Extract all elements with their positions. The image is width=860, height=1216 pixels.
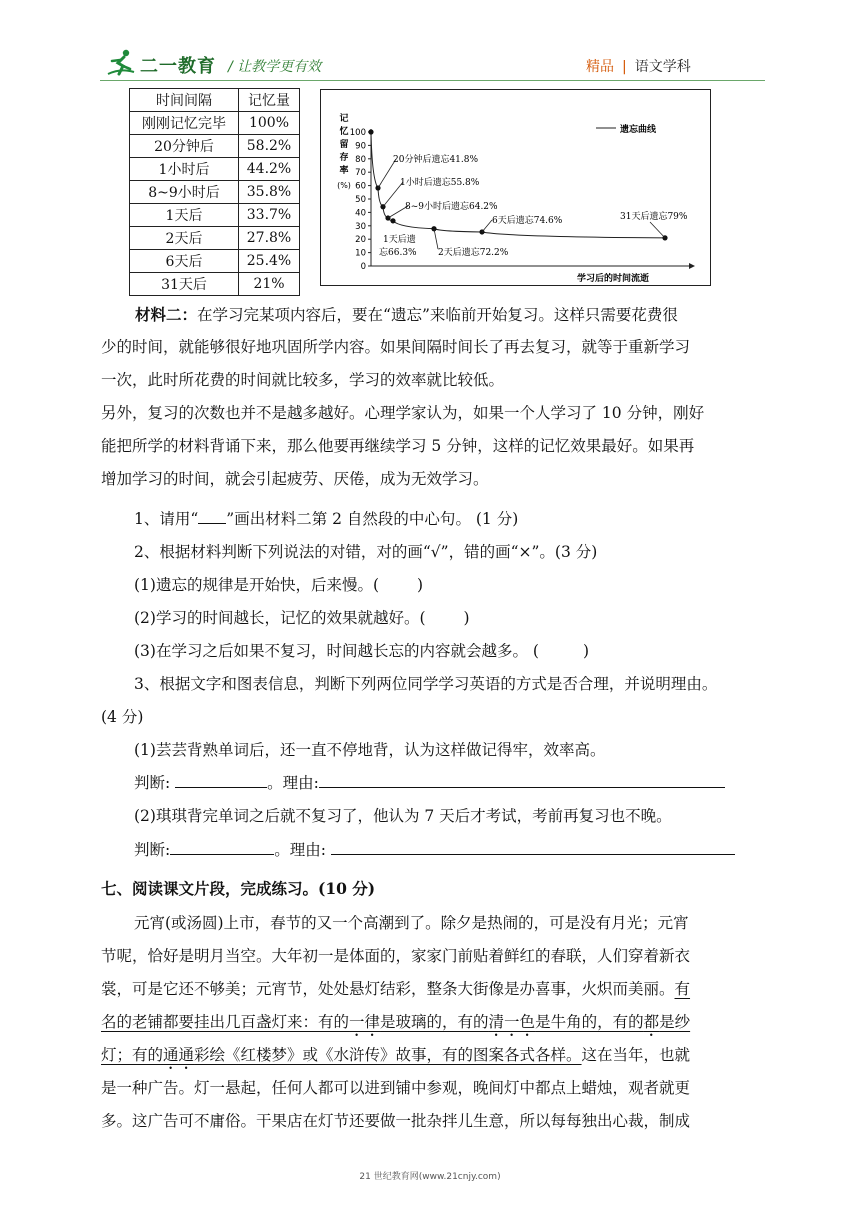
table-cell: 6天后 (130, 250, 239, 273)
slogan: / 让教学更有效 (228, 59, 322, 75)
question-3: 3、根据文字和图表信息，判断下列两位同学学习英语的方式是否合理，并说明理由。 (134, 675, 718, 693)
y-tick-label: 100 (349, 128, 366, 138)
question-2-1 (134, 575, 423, 595)
table-cell: 31天后 (130, 273, 239, 296)
material2-line1 (135, 305, 678, 325)
table-header-row (130, 89, 300, 112)
close-paren: ) (463, 609, 470, 627)
annotation-label: 20分钟后遗忘41.8% (393, 155, 479, 165)
y-tick-label: 80 (355, 154, 366, 165)
dotted-word: 通通 (163, 1046, 195, 1064)
table-cell: 20分钟后 (130, 135, 239, 158)
y-label-char: 留 (339, 140, 349, 150)
y-label-unit: (%) (337, 181, 351, 190)
question-3-2: (2)琪琪背完单词之后就不复习了，他认为 7 天后才考试，考前再复习也不晚。 (134, 807, 672, 825)
q2-1-text: (1)遗忘的规律是开始快，后来慢。( (134, 576, 380, 594)
material2-line3: 一次，此时所花费的时间就比较多，学习的效率就比较低。 (101, 371, 505, 389)
section7-line5 (101, 1045, 690, 1073)
logo-text: 二一教育 (140, 56, 216, 77)
underlined-text: 灯；有的 (101, 1046, 164, 1064)
table-cell: 27.8% (239, 227, 300, 250)
y-label-char: 记 (339, 114, 349, 124)
underlined-text: 是纱 (659, 1013, 691, 1031)
answer-line-2 (134, 840, 735, 860)
q1-text-b: ”画出材料二第 2 自然段的中心句。 (1 分) (226, 510, 519, 528)
data-point (390, 218, 395, 223)
close-paren: ) (417, 576, 424, 594)
underlined-sentence (101, 1013, 690, 1031)
table-cell: 35.8% (239, 181, 300, 204)
y-tick-label: 90 (355, 141, 366, 152)
table-row (130, 273, 300, 296)
y-tick-label: 0 (360, 262, 366, 272)
dotted-word: 一律 (349, 1013, 381, 1031)
section7-text: 裳，可是它还不够美；元宵节，处处悬灯结彩，整条大街像是办喜事，火炽而美丽。 (101, 980, 675, 998)
y-tick-label: 70 (355, 168, 366, 179)
judge-blank[interactable] (170, 854, 274, 855)
dotted-word: 清一色 (488, 1013, 536, 1031)
annotation-label: 2天后遗忘72.2% (438, 248, 509, 258)
legend-label: 遗忘曲线 (620, 125, 657, 135)
table-row (130, 135, 300, 158)
reason-label: 。理由: (274, 841, 326, 859)
section7-line7: 多。这广告可不庸俗。干果店在灯节还要做一批杂拌儿生意，所以每每独出心裁，制成 (101, 1112, 691, 1130)
quality-label: 精品 (586, 59, 614, 75)
material2-title: 材料二： (135, 305, 198, 324)
table-cell: 58.2% (239, 135, 300, 158)
y-label-char: 存 (339, 153, 349, 163)
underlined-text: 彩绘《红楼梦》或《水浒传》故事，有的图案各式各样。 (194, 1046, 582, 1064)
y-tick-label: 10 (355, 248, 366, 259)
table-row (130, 204, 300, 227)
table-cell: 100% (239, 112, 300, 135)
underlined-text: 有 (674, 980, 691, 998)
annotation-label: 1小时后遗忘55.8% (400, 178, 480, 188)
y-label-char: 忆 (339, 127, 349, 137)
table-header: 时间间隔 (130, 89, 239, 112)
underlined-text: 名的老铺都要挂出几百盏灯来：有的 (101, 1013, 350, 1031)
q1-text-a: 1、请用“ (134, 510, 199, 528)
close-paren: ) (582, 642, 589, 660)
judge-blank[interactable] (175, 787, 267, 788)
page-header (0, 0, 860, 92)
underlined-text: 是玻璃的，有的 (380, 1013, 489, 1031)
material2-line5: 能把所学的材料背诵下来，那么他要再继续学习 5 分钟，这样的记忆效果最好。如果再 (101, 437, 695, 455)
table-row (130, 158, 300, 181)
answer-line-1 (134, 773, 725, 793)
material2-line2: 少的时间，就能够很好地巩固所学内容。如果间隔时间长了再去复习，就等于重新学习 (101, 338, 691, 356)
reason-blank[interactable] (331, 854, 735, 855)
x-axis-label: 学习后的时间流逝 (577, 274, 650, 284)
q2-2-text: (2)学习的时间越长，记忆的效果就越好。( (134, 609, 426, 627)
question-3-1: (1)芸芸背熟单词后，还一直不停地背，认为这样做记得牢，效率高。 (134, 741, 606, 759)
section7-line2: 节呢，恰好是明月当空。大年初一是体面的，家家门前贴着鲜红的春联，人们穿着新衣 (101, 947, 691, 965)
judge-label: 判断: (134, 774, 171, 792)
annotation-label: 31天后遗忘79% (620, 212, 688, 222)
section7-line6: 是一种广告。灯一悬起，任何人都可以进到铺中参观，晚间灯中都点上蜡烛，观者就更 (101, 1079, 691, 1097)
section7-line4 (101, 1012, 690, 1040)
header-separator: | (622, 59, 627, 75)
forgetting-curve-chart (320, 89, 711, 286)
table-row (130, 112, 300, 135)
header-divider (100, 80, 765, 81)
annotation-label: 8~9小时后遗忘64.2% (405, 202, 498, 212)
table-row (130, 227, 300, 250)
y-tick-label: 50 (355, 195, 366, 205)
y-tick-label: 20 (355, 235, 366, 246)
table-cell: 44.2% (239, 158, 300, 181)
y-tick-label: 30 (355, 221, 366, 232)
question-2-3 (134, 641, 589, 661)
data-point (385, 215, 390, 220)
y-tick-label: 60 (355, 181, 366, 192)
annotation-label: 忘66.3% (379, 248, 417, 258)
section7-text: 这在当年，也就 (581, 1046, 691, 1064)
question-2: 2、根据材料判断下列说法的对错，对的画“√”，错的画“×”。(3 分) (134, 543, 598, 561)
table-cell: 刚刚记忆完毕 (130, 112, 239, 135)
underlined-sentence (101, 1046, 582, 1064)
underline-sample (198, 523, 226, 524)
material2-text: 在学习完某项内容后，要在“遗忘”来临前开始复习。这样只需要花费很 (197, 306, 678, 324)
table-cell: 1小时后 (130, 158, 239, 181)
question-1 (134, 509, 518, 529)
table-row (130, 250, 300, 273)
table-cell: 21% (239, 273, 300, 296)
judge-label: 判断: (134, 841, 171, 859)
annotation-label: 6天后遗忘74.6% (492, 216, 563, 226)
table-cell: 2天后 (130, 227, 239, 250)
annotation-label: 1天后遗 (383, 235, 416, 245)
material2-line4: 另外，复习的次数也并不是越多越好。心理学家认为，如果一个人学习了 10 分钟，刚好 (101, 404, 705, 422)
reason-label: 。理由: (267, 774, 319, 792)
table-row (130, 181, 300, 204)
material2-line6: 增加学习的时间，就会引起疲劳、厌倦，成为无效学习。 (101, 470, 489, 488)
subject-label: 语文学科 (634, 59, 691, 75)
reason-blank[interactable] (319, 787, 725, 788)
y-label-char: 率 (339, 166, 349, 176)
runner-logo-icon (106, 48, 136, 78)
header-right (586, 56, 691, 76)
section7-line3 (101, 979, 690, 999)
underlined-text: 是牛角的，有的 (535, 1013, 644, 1031)
dotted-word: 都 (643, 1013, 660, 1031)
table-cell: 33.7% (239, 204, 300, 227)
data-point (368, 129, 373, 134)
table-cell: 8~9小时后 (130, 181, 239, 204)
section-7-title: 七、阅读课文片段，完成练习。(10 分) (101, 879, 376, 898)
q2-3-text: (3)在学习之后如果不复习，时间越长忘的内容就会越多。 ( (134, 642, 539, 660)
y-tick-label: 40 (355, 208, 366, 219)
memory-table (129, 88, 300, 296)
table-cell: 25.4% (239, 250, 300, 273)
table-cell: 1天后 (130, 204, 239, 227)
table-header: 记忆量 (239, 89, 300, 112)
section7-line1: 元宵(或汤圆)上市，春节的又一个高潮到了。除夕是热闹的，可是没有月光；元宵 (134, 914, 689, 932)
question-3-points: (4 分) (101, 708, 144, 726)
question-2-2 (134, 608, 470, 628)
page-footer: 21 世纪教育网(www.21cnjy.com) (359, 1172, 501, 1182)
